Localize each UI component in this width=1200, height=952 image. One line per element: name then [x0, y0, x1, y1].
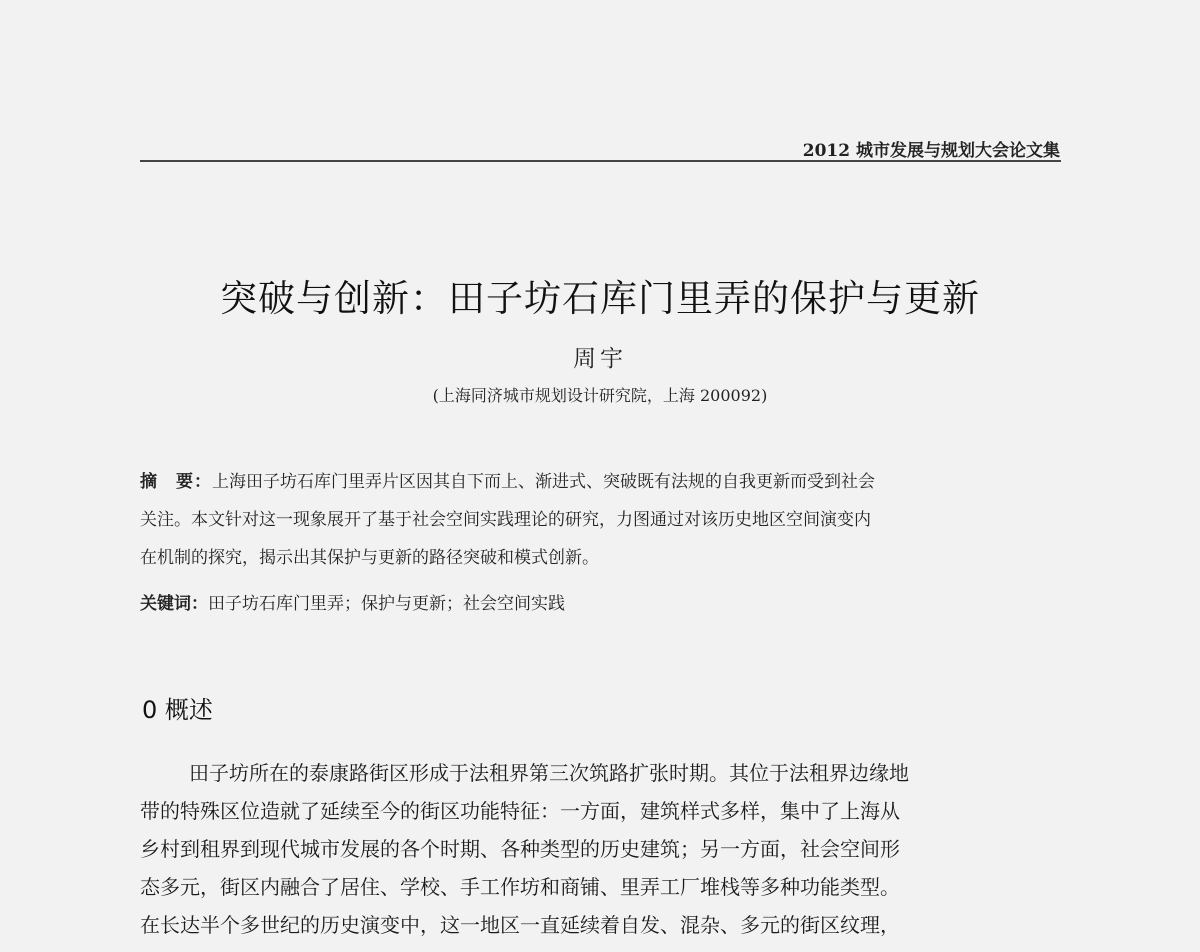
abstract-line: 上海田子坊石库门里弄片区因其自下而上、渐进式、突破既有法规的自我更新而受到社会	[212, 472, 875, 492]
abstract	[140, 463, 1061, 577]
keywords	[140, 588, 1061, 620]
section-body	[140, 754, 1061, 944]
section-heading: 0 概述	[142, 696, 213, 724]
keywords-label: 关键词：	[140, 594, 208, 614]
abstract-label: 摘 要：	[140, 472, 212, 492]
body-line: 态多元，街区内融合了居住、学校、手工作坊和商铺、里弄工厂堆栈等多种功能类型。	[140, 875, 900, 899]
body-line: 在长达半个多世纪的历史演变中，这一地区一直延续着自发、混杂、多元的街区纹理，	[140, 913, 900, 937]
body-line: 田子坊所在的泰康路街区形成于法租界第三次筑路扩张时期。其位于法租界边缘地	[189, 761, 909, 785]
abstract-line: 在机制的探究，揭示出其保护与更新的路径突破和模式创新。	[140, 548, 599, 568]
author-name: 周宇	[573, 346, 627, 372]
header-rule	[140, 160, 1061, 162]
body-line: 乡村到租界到现代城市发展的各个时期、各种类型的历史建筑；另一方面，社会空间形	[140, 837, 900, 861]
body-line: 带的特殊区位造就了延续至今的街区功能特征：一方面，建筑样式多样，集中了上海从	[140, 799, 900, 823]
keywords-text: 田子坊石库门里弄；保护与更新；社会空间实践	[208, 594, 565, 614]
author-affiliation: (上海同济城市规划设计研究院，上海 200092)	[432, 386, 768, 405]
running-header: 2012 城市发展与规划大会论文集	[802, 141, 1060, 161]
abstract-line: 关注。本文针对这一现象展开了基于社会空间实践理论的研究，力图通过对该历史地区空间演变内	[140, 510, 871, 530]
paper-title: 突破与创新：田子坊石库门里弄的保护与更新	[220, 277, 980, 320]
